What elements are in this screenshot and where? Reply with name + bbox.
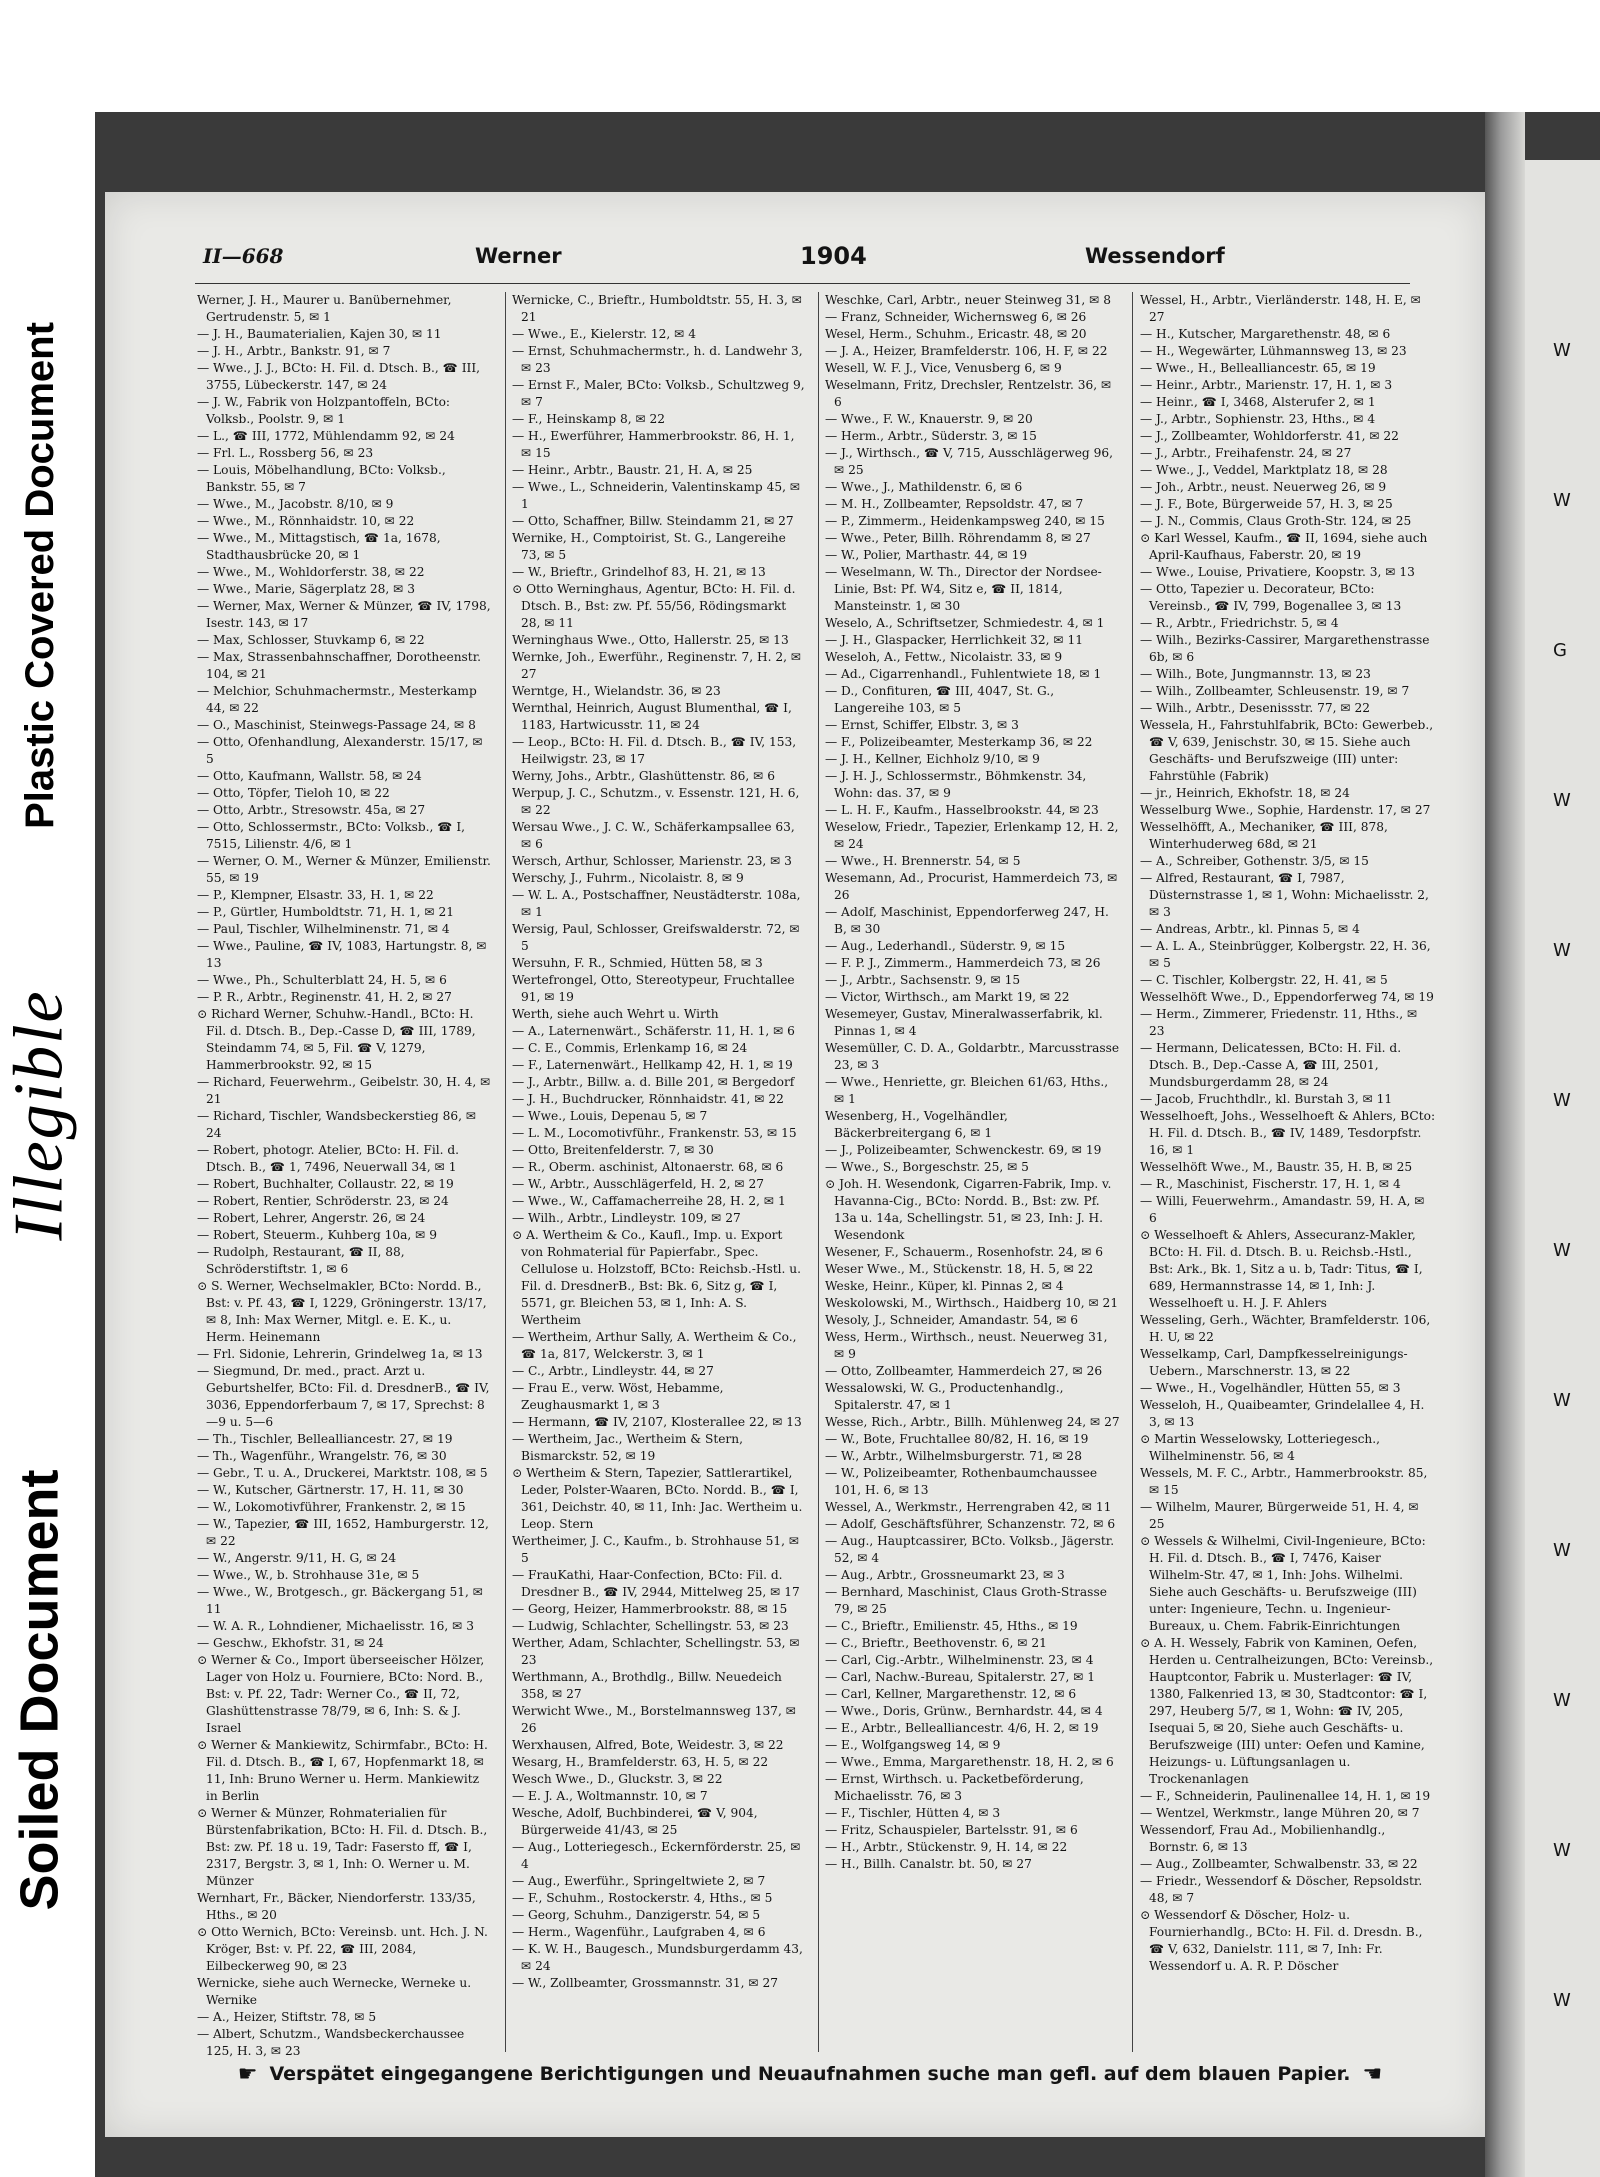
directory-entry: Wersau Wwe., J. C. W., Schäferkampsallee 63, ✉ 6	[512, 820, 795, 851]
directory-entry: — H., Arbtr., Stückenstr. 9, H. 14, ✉ 22	[825, 1840, 1068, 1854]
directory-entry: — J., Arbtr., Sophienstr. 23, Hths., ✉ 4	[1140, 412, 1376, 426]
directory-entry: ⊙ Otto Werninghaus, Agentur, BCto: H. Fil. d. Dtsch. B., Bst: zw. Pf. 55/56, Rödingsmarkt 28, ✉ 11	[512, 582, 796, 630]
illegible-label: Illegible	[1, 989, 78, 1241]
directory-entry: Wesse, Rich., Arbtr., Billh. Mühlenweg 24, ✉ 27	[825, 1415, 1120, 1429]
directory-entry: — J., Polizeibeamter, Schwenckestr. 69, ✉ 19	[825, 1143, 1102, 1157]
next-page-fragment: W	[1553, 340, 1571, 361]
directory-entry: — Richard, Feuerwehrm., Geibelstr. 30, H. 4, ✉ 21	[197, 1075, 491, 1106]
directory-entry: — Wwe., Henriette, gr. Bleichen 61/63, Hths., ✉ 1	[825, 1075, 1109, 1106]
directory-entry: — Otto, Tapezier u. Decorateur, BCto: Vereinsb., ☎ IV, 799, Bogenallee 3, ✉ 13	[1140, 582, 1402, 613]
directory-entry: Wersch, Arthur, Schlosser, Marienstr. 23, ✉ 3	[512, 854, 792, 868]
directory-entry: — D., Confituren, ☎ III, 4047, St. G., Langereihe 103, ✉ 5	[825, 684, 1055, 715]
directory-entry: Wesener, F., Schauerm., Rosenhofstr. 24, ✉ 6	[825, 1245, 1104, 1259]
directory-entry: ⊙ S. Werner, Wechselmakler, BCto: Nordd. B., Bst: v. Pf. 43, ☎ I, 1229, Gröningerstr. 13/17, ✉ 8, Inh: Max Werner, Mitgl. e. E. K., u. Herm. Heinemann	[197, 1279, 487, 1344]
directory-entry: Werwicht Wwe., M., Borstelmannsweg 137, ✉ 26	[512, 1704, 796, 1735]
directory-entry: — Gebr., T. u. A., Druckerei, Marktstr. 108, ✉ 5	[197, 1466, 488, 1480]
directory-entry: — P., Klempner, Elsastr. 33, H. 1, ✉ 22	[197, 888, 434, 902]
directory-entry: Werner, J. H., Maurer u. Banübernehmer, Gertrudenstr. 5, ✉ 1	[197, 293, 452, 324]
directory-entry: Wesarg, H., Bramfelderstr. 63, H. 5, ✉ 22	[512, 1755, 769, 1769]
directory-entry: — J., Arbtr., Billw. a. d. Bille 201, ✉ Bergedorf	[512, 1075, 795, 1089]
directory-entry: — C., Brieftr., Emilienstr. 45, Hths., ✉ 19	[825, 1619, 1078, 1633]
directory-column-3	[825, 292, 1121, 2062]
directory-entry: — W., Polizeibeamter, Rothenbaumchaussee 101, H. 6, ✉ 13	[825, 1466, 1098, 1497]
directory-entry: — Franz, Schneider, Wichernsweg 6, ✉ 26	[825, 310, 1087, 324]
directory-entry: Weskolowski, M., Wirthsch., Haidberg 10, ✉ 21	[825, 1296, 1119, 1310]
directory-column-2	[512, 292, 808, 2062]
directory-entry: — Otto, Schaffner, Billw. Steindamm 21, ✉ 27	[512, 514, 794, 528]
directory-entry: — Wwe., W., Caffamacherreihe 28, H. 2, ✉ 1	[512, 1194, 786, 1208]
directory-entry: Wersuhn, F. R., Schmied, Hütten 58, ✉ 3	[512, 956, 763, 970]
directory-entry: — Otto, Arbtr., Stresowstr. 45a, ✉ 27	[197, 803, 426, 817]
directory-entry: — J. H., Baumaterialien, Kajen 30, ✉ 11	[197, 327, 442, 341]
directory-entry: — Aug., Hauptcassirer, BCto. Volksb., Jägerstr. 52, ✉ 4	[825, 1534, 1115, 1565]
directory-entry: — A., Laternenwärt., Schäferstr. 11, H. 1, ✉ 6	[512, 1024, 795, 1038]
directory-entry: Wesselhöfft, A., Mechaniker, ☎ III, 878, Winterhuderweg 68d, ✉ 21	[1140, 820, 1388, 851]
directory-entry: — W., Lokomotivführer, Frankenstr. 2, ✉ 15	[197, 1500, 466, 1514]
next-page-fragment: W	[1553, 940, 1571, 961]
directory-entry: — Wwe., W., b. Strohhause 31e, ✉ 5	[197, 1568, 420, 1582]
directory-entry: — J. H., Kellner, Eichholz 9/10, ✉ 9	[825, 752, 1040, 766]
directory-entry: Wessel, A., Werkmstr., Herrengraben 42, ✉ 11	[825, 1500, 1112, 1514]
directory-entry: Weschke, Carl, Arbtr., neuer Steinweg 31, ✉ 8	[825, 293, 1111, 307]
directory-entry: — Weselmann, W. Th., Director der Nordsee-Linie, Bst: Pf. W4, Sitz e, ☎ II, 1814, Mansteinstr. 1, ✉ 30	[825, 565, 1102, 613]
directory-entry: ⊙ Otto Wernich, BCto: Vereinsb. unt. Hch. J. N. Kröger, Bst: v. Pf. 22, ☎ III, 2084, Eilbeckerweg 90, ✉ 23	[197, 1925, 488, 1973]
directory-entry: — Wwe., M., Wohldorferstr. 38, ✉ 22	[197, 565, 425, 579]
directory-entry: — Wertheim, Jac., Wertheim & Stern, Bismarckstr. 52, ✉ 19	[512, 1432, 743, 1463]
directory-entry: — FrauKathi, Haar-Confection, BCto: Fil. d. Dresdner B., ☎ IV, 2944, Mittelweg 25, ✉ 17	[512, 1568, 800, 1599]
directory-entry: ⊙ Werner & Münzer, Rohmaterialien für Bürstenfabrikation, BCto: H. Fil. d. Dtsch. B., Bst: zw. Pf. 18 u. 19, Tadr: Fasersto ff, ☎ I, 2317, Bergstr. 3, ✉ 1, Inh: O. Werner u. M. Münzer	[197, 1806, 488, 1888]
directory-entry: ⊙ Werner & Co., Import überseeischer Hölzer, Lager von Holz u. Fourniere, BCto: Nord. B., Bst: v. Pf. 22, Tadr: Werner Co., ☎ II, 72, Glashüttenstrasse 78/79, ✉ 6, Inh: S. & J. Israel	[197, 1653, 485, 1735]
next-page-fragment: W	[1553, 790, 1571, 811]
header-divider	[195, 283, 1410, 284]
next-page-fragment: W	[1553, 1990, 1571, 2011]
directory-entry: — Wilh., Bote, Jungmannstr. 13, ✉ 23	[1140, 667, 1371, 681]
next-page-edge	[1525, 160, 1600, 2177]
header-last-name: Wessendorf	[1085, 244, 1225, 268]
directory-entry: — Jacob, Fruchthdlr., kl. Burstah 3, ✉ 11	[1140, 1092, 1393, 1106]
directory-entry: — Wwe., Louise, Privatiere, Koopstr. 3, ✉ 13	[1140, 565, 1415, 579]
directory-entry: — Aug., Arbtr., Grossneumarkt 23, ✉ 3	[825, 1568, 1065, 1582]
directory-entry: — Robert, photogr. Atelier, BCto: H. Fil. d. Dtsch. B., ☎ 1, 7496, Neuerwall 34, ✉ 1	[197, 1143, 460, 1174]
directory-entry: — C. E., Commis, Erlenkamp 16, ✉ 24	[512, 1041, 748, 1055]
directory-entry: Wessendorf, Frau Ad., Mobilienhandlg., Bornstr. 6, ✉ 13	[1140, 1823, 1386, 1854]
directory-entry: — Wwe., L., Schneiderin, Valentinskamp 45, ✉ 1	[512, 480, 801, 511]
directory-entry: — A., Heizer, Stiftstr. 78, ✉ 5	[197, 2010, 377, 2024]
header-first-name: Werner	[475, 244, 562, 268]
directory-entry: Wernke, Joh., Ewerführ., Reginenstr. 7, H. 2, ✉ 27	[512, 650, 802, 681]
directory-entry: Wess, Herm., Wirthsch., neust. Neuerweg 31, ✉ 9	[825, 1330, 1108, 1361]
directory-entry: — Wwe., J., Veddel, Marktplatz 18, ✉ 28	[1140, 463, 1388, 477]
directory-entry: — Herm., Zimmerer, Friedenstr. 11, Hths., ✉ 23	[1140, 1007, 1418, 1038]
directory-entry: — F., Tischler, Hütten 4, ✉ 3	[825, 1806, 1001, 1820]
directory-entry: ⊙ Martin Wesselowsky, Lotteriegesch., Wilhelminenstr. 56, ✉ 4	[1140, 1432, 1381, 1463]
directory-entry: — C., Arbtr., Lindleystr. 44, ✉ 27	[512, 1364, 714, 1378]
directory-entry: Werthmann, A., Brothdlg., Billw. Neuedeich 358, ✉ 27	[512, 1670, 782, 1701]
header-year: 1904	[800, 242, 867, 270]
directory-entry: Wesselhöft Wwe., M., Baustr. 35, H. B, ✉ 25	[1140, 1160, 1413, 1174]
directory-entry: — W., Kutscher, Gärtnerstr. 17, H. 11, ✉ 30	[197, 1483, 464, 1497]
directory-entry: — Ernst F., Maler, BCto: Volksb., Schultzweg 9, ✉ 7	[512, 378, 805, 409]
directory-entry: Werny, Johs., Arbtr., Glashüttenstr. 86, ✉ 6	[512, 769, 776, 783]
directory-entry: — W., Angerstr. 9/11, H. G, ✉ 24	[197, 1551, 397, 1565]
directory-entry: Wesemüller, C. D. A., Goldarbtr., Marcusstrasse 23, ✉ 3	[825, 1041, 1120, 1072]
directory-entry: — Ernst, Wirthsch. u. Packetbeförderung, Michaelisstr. 76, ✉ 3	[825, 1772, 1084, 1803]
directory-entry: Weser Wwe., M., Stückenstr. 18, H. 5, ✉ 22	[825, 1262, 1094, 1276]
directory-entry: — J. N., Commis, Claus Groth-Str. 124, ✉ 25	[1140, 514, 1412, 528]
page-header	[195, 242, 1225, 276]
directory-entry: — Wwe., J. J., BCto: H. Fil. d. Dtsch. B., ☎ III, 3755, Lübeckerstr. 147, ✉ 24	[197, 361, 481, 392]
directory-entry: Wersig, Paul, Schlosser, Greifswalderstr. 72, ✉ 5	[512, 922, 800, 953]
directory-entry: Werxhausen, Alfred, Bote, Weidestr. 3, ✉ 22	[512, 1738, 784, 1752]
directory-entry: Wessalowski, W. G., Productenhandlg., Spitalerstr. 47, ✉ 1	[825, 1381, 1064, 1412]
directory-entry: — Wwe., Pauline, ☎ IV, 1083, Hartungstr. 8, ✉ 13	[197, 939, 487, 970]
directory-entry: — Otto, Töpfer, Tieloh 10, ✉ 22	[197, 786, 390, 800]
directory-entry: — Max, Schlosser, Stuvkamp 6, ✉ 22	[197, 633, 425, 647]
directory-entry: — Wilhelm, Maurer, Bürgerweide 51, H. 4, ✉ 25	[1140, 1500, 1419, 1531]
directory-entry: — W., Brieftr., Grindelhof 83, H. 21, ✉ 13	[512, 565, 766, 579]
directory-entry: — Wwe., Louis, Depenau 5, ✉ 7	[512, 1109, 708, 1123]
directory-entry: — Wwe., M., Jacobstr. 8/10, ✉ 9	[197, 497, 394, 511]
directory-entry: — Aug., Zollbeamter, Schwalbenstr. 33, ✉ 22	[1140, 1857, 1418, 1871]
directory-entry: — P., Zimmerm., Heidenkampsweg 240, ✉ 15	[825, 514, 1105, 528]
directory-entry: Wertefrongel, Otto, Stereotypeur, Fruchtallee 91, ✉ 19	[512, 973, 795, 1004]
directory-entry: — Werner, Max, Werner & Münzer, ☎ IV, 1798, Isestr. 143, ✉ 17	[197, 599, 491, 630]
pointing-hand-right-icon: ☚	[1362, 2061, 1383, 2087]
next-page-fragment: W	[1553, 1240, 1571, 1261]
directory-entry: — Andreas, Arbtr., kl. Pinnas 5, ✉ 4	[1140, 922, 1360, 936]
directory-entry: — Alfred, Restaurant, ☎ I, 7987, Düsternstrasse 1, ✉ 1, Wohn: Michaelisstr. 2, ✉ 3	[1140, 871, 1429, 919]
directory-entry: — Rudolph, Restaurant, ☎ II, 88, Schröderstiftstr. 1, ✉ 6	[197, 1245, 405, 1276]
directory-entry: — Wilh., Arbtr., Desenissstr. 77, ✉ 22	[1140, 701, 1371, 715]
directory-entry: Wessela, H., Fahrstuhlfabrik, BCto: Gewerbeb., ☎ V, 639, Jenischstr. 30, ✉ 15. Siehe auch Geschäfts- und Berufszweige (III) unter: Fahrstühle (Fabrik)	[1140, 718, 1434, 783]
directory-entry: — Hermann, ☎ IV, 2107, Klosterallee 22, ✉ 13	[512, 1415, 802, 1429]
directory-entry: — Heinr., Arbtr., Baustr. 21, H. A, ✉ 25	[512, 463, 753, 477]
directory-entry: — Werner, O. M., Werner & Münzer, Emilienstr. 55, ✉ 19	[197, 854, 491, 885]
directory-entry: — J. A., Heizer, Bramfelderstr. 106, H. F, ✉ 22	[825, 344, 1108, 358]
directory-entry: — W., Tapezier, ☎ III, 1652, Hamburgerstr. 12, ✉ 22	[197, 1517, 489, 1548]
directory-entry: — Aug., Lederhandl., Süderstr. 9, ✉ 15	[825, 939, 1066, 953]
directory-entry: Wesselhöft Wwe., D., Eppendorferweg 74, ✉ 19	[1140, 990, 1434, 1004]
directory-entry: — H., Billh. Canalstr. bt. 50, ✉ 27	[825, 1857, 1032, 1871]
directory-entry: Werschy, J., Fuhrm., Nicolaistr. 8, ✉ 9	[512, 871, 744, 885]
directory-entry: Weselo, A., Schriftsetzer, Schmiedestr. 4, ✉ 1	[825, 616, 1105, 630]
directory-entry: Wernike, H., Comptoirist, St. G., Langereihe 73, ✉ 5	[512, 531, 786, 562]
book-spine	[1485, 112, 1525, 2177]
directory-entry: Wernicke, C., Brieftr., Humboldtstr. 55, H. 3, ✉ 21	[512, 293, 802, 324]
next-page-fragment: W	[1553, 1390, 1571, 1411]
directory-entry: — Aug., Lotteriegesch., Eckernförderstr. 25, ✉ 4	[512, 1840, 801, 1871]
directory-entry: Wernthal, Heinrich, August Blumenthal, ☎ I, 1183, Hartwicusstr. 11, ✉ 24	[512, 701, 792, 732]
directory-entry: — Willi, Feuerwehrm., Amandastr. 59, H. A, ✉ 6	[1140, 1194, 1425, 1225]
directory-entry: — Siegmund, Dr. med., pract. Arzt u. Geburtshelfer, BCto: Fil. d. DresdnerB., ☎ IV, 3036, Eppendorferbaum 7, ✉ 17, Sprechst: 8—9 u. 5—6	[197, 1364, 490, 1429]
directory-entry: — Wwe., E., Kielerstr. 12, ✉ 4	[512, 327, 697, 341]
directory-entry: Wertheimer, J. C., Kaufm., b. Strohhause 51, ✉ 5	[512, 1534, 800, 1565]
directory-entry: — Ad., Cigarrenhandl., Fuhlentwiete 18, ✉ 1	[825, 667, 1102, 681]
directory-entry: — Wentzel, Werkmstr., lange Mühren 20, ✉ 7	[1140, 1806, 1420, 1820]
directory-entry: — Wwe., H., Bellealliancestr. 65, ✉ 19	[1140, 361, 1376, 375]
directory-entry: Wesselburg Wwe., Sophie, Hardenstr. 17, ✉ 27	[1140, 803, 1431, 817]
directory-entry: — Wwe., W., Brotgesch., gr. Bäckergang 51, ✉ 11	[197, 1585, 484, 1616]
directory-entry: — W., Polier, Marthastr. 44, ✉ 19	[825, 548, 1028, 562]
directory-entry: — R., Maschinist, Fischerstr. 17, H. 1, ✉ 4	[1140, 1177, 1401, 1191]
directory-entry: — Paul, Tischler, Wilhelminenstr. 71, ✉ 4	[197, 922, 450, 936]
directory-entry: — Robert, Rentier, Schröderstr. 23, ✉ 24	[197, 1194, 449, 1208]
directory-entry: Werntge, H., Wielandstr. 36, ✉ 23	[512, 684, 721, 698]
directory-entry: — Ernst, Schiffer, Elbstr. 3, ✉ 3	[825, 718, 1019, 732]
directory-entry: — Wwe., M., Rönnhaidstr. 10, ✉ 22	[197, 514, 415, 528]
directory-entry: — Carl, Kellner, Margarethenstr. 12, ✉ 6	[825, 1687, 1077, 1701]
directory-entry: — Frl. L., Rossberg 56, ✉ 23	[197, 446, 374, 460]
directory-entry: — Otto, Kaufmann, Wallstr. 58, ✉ 24	[197, 769, 422, 783]
directory-entry: Wessel, H., Arbtr., Vierländerstr. 148, H. E, ✉ 27	[1140, 293, 1421, 324]
directory-entry: Wesselhoeft, Johs., Wesselhoeft & Ahlers, BCto: H. Fil. d. Dtsch. B., ☎ IV, 1489, Tesdorpfstr. 16, ✉ 1	[1140, 1109, 1436, 1157]
directory-entry: — P., Gürtler, Humboldtstr. 71, H. 1, ✉ 21	[197, 905, 454, 919]
directory-entry: — Fritz, Schauspieler, Bartelsstr. 91, ✉ 6	[825, 1823, 1078, 1837]
directory-entry: — Wilh., Zollbeamter, Schleusenstr. 19, ✉ 7	[1140, 684, 1410, 698]
directory-entry: — Adolf, Geschäftsführer, Schanzenstr. 72, ✉ 6	[825, 1517, 1116, 1531]
directory-entry: Wernhart, Fr., Bäcker, Niendorferstr. 133/35, Hths., ✉ 20	[197, 1891, 476, 1922]
directory-entry: Werninghaus Wwe., Otto, Hallerstr. 25, ✉ 13	[512, 633, 789, 647]
directory-entry: — J. H., Glaspacker, Herrlichkeit 32, ✉ 11	[825, 633, 1083, 647]
directory-entry: Weseloh, A., Fettw., Nicolaistr. 33, ✉ 9	[825, 650, 1063, 664]
directory-entry: — Hermann, Delicatessen, BCto: H. Fil. d. Dtsch. B., Dep.-Casse A, ☎ III, 2501, Mundsburgerdamm 28, ✉ 24	[1140, 1041, 1402, 1089]
column-divider	[1132, 292, 1133, 2052]
directory-entry: — Ernst, Schuhmachermstr., h. d. Landwehr 3, ✉ 23	[512, 344, 803, 375]
directory-entry: — Leop., BCto: H. Fil. d. Dtsch. B., ☎ IV, 153, Heilwigstr. 23, ✉ 17	[512, 735, 797, 766]
directory-entry: Wernicke, siehe auch Wernecke, Werneke u. Wernike	[197, 1976, 472, 2007]
directory-entry: ⊙ Joh. H. Wesendonk, Cigarren-Fabrik, Imp. v. Havanna-Cig., BCto: Nordd. B., Bst: zw. Pf. 13a u. 14a, Schellingstr. 51, ✉ 23, Inh: J. H. Wesendonk	[825, 1177, 1112, 1242]
directory-entry: — Geschw., Ekhofstr. 31, ✉ 24	[197, 1636, 384, 1650]
directory-entry: — Herm., Arbtr., Süderstr. 3, ✉ 15	[825, 429, 1037, 443]
directory-entry: — J., Zollbeamter, Wohldorferstr. 41, ✉ 22	[1140, 429, 1399, 443]
directory-entry: — L. H. F., Kaufm., Hasselbrookstr. 44, ✉ 23	[825, 803, 1099, 817]
directory-entry: — J., Arbtr., Sachsenstr. 9, ✉ 15	[825, 973, 1021, 987]
column-divider	[505, 292, 506, 2052]
directory-entry: — C. Tischler, Kolbergstr. 22, H. 41, ✉ 5	[1140, 973, 1388, 987]
footer-text: Verspätet eingegangene Berichtigungen und Neuaufnahmen suche man gefl. auf dem blauen Papier.	[269, 2063, 1351, 2085]
directory-entry: — L., ☎ III, 1772, Mühlendamm 92, ✉ 24	[197, 429, 455, 443]
directory-entry: — Friedr., Wessendorf & Döscher, Repsoldstr. 48, ✉ 7	[1140, 1874, 1423, 1905]
plastic-covered-label: Plastic Covered Document	[17, 321, 62, 829]
directory-entry: — Wwe., H. Brennerstr. 54, ✉ 5	[825, 854, 1021, 868]
directory-entry: Wesemeyer, Gustav, Mineralwasserfabrik, kl. Pinnas 1, ✉ 4	[825, 1007, 1103, 1038]
directory-entry: — W., Bote, Fruchtallee 80/82, H. 16, ✉ 19	[825, 1432, 1089, 1446]
directory-entry: — Heinr., Arbtr., Marienstr. 17, H. 1, ✉ 3	[1140, 378, 1393, 392]
directory-entry: — E., Wolfgangsweg 14, ✉ 9	[825, 1738, 1001, 1752]
directory-entry: — W., Zollbeamter, Grossmannstr. 31, ✉ 27	[512, 1976, 779, 1990]
directory-entry: ⊙ A. H. Wessely, Fabrik von Kaminen, Oefen, Herden u. Centralheizungen, BCto: Vereinsb., Hauptcontor, Fabrik u. Musterlager: ☎ IV, 1380, Falkenried 13, ✉ 30, Stadtcontor: ☎ I, 297, Heuberg 5/7, ✉ 1, Wohn: ☎ IV, 205, Isequai 5, ✉ 20, Siehe auch Geschäfts- u. Berufszweige (III) unter: Oefen und Kamine, Heizungs- u. Lüftungsanlagen u. Trockenanlagen	[1140, 1636, 1434, 1786]
directory-entry: ⊙ A. Wertheim & Co., Kaufl., Imp. u. Export von Rohmaterial für Papierfabr., Spec. Cellulose u. Holzstoff, BCto: Reichsb.-Hstl. u. Fil. d. DresdnerB., Bst: Bk. 6, Sitz g, ☎ I, 5571, gr. Bleichen 53, ✉ 1, Inh: A. S. Wertheim	[512, 1228, 801, 1327]
directory-entry: — Otto, Breitenfelderstr. 7, ✉ 30	[512, 1143, 714, 1157]
directory-entry: ⊙ Wesselhoeft & Ahlers, Assecuranz-Makler, BCto: H. Fil. d. Dtsch. B. u. Reichsb.-Hstl., Bst: Ark., Bk. 1, Sitz a u. b, Tadr: Titus, ☎ I, 689, Hermannstrasse 14, ✉ 1, Inh: J. Wesselhoeft u. H. J. F. Ahlers	[1140, 1228, 1423, 1310]
directory-entry: — Wwe., Emma, Margarethenstr. 18, H. 2, ✉ 6	[825, 1755, 1114, 1769]
directory-entry: — A. L. A., Steinbrügger, Kolbergstr. 22, H. 36, ✉ 5	[1140, 939, 1431, 970]
directory-entry: — Wwe., S., Borgeschstr. 25, ✉ 5	[825, 1160, 1029, 1174]
pointing-hand-left-icon: ☛	[237, 2061, 258, 2087]
page-number: II—668	[203, 244, 284, 268]
directory-entry: — H., Wegewärter, Lühmannsweg 13, ✉ 23	[1140, 344, 1407, 358]
directory-entry: — Wwe., M., Mittagstisch, ☎ 1a, 1678, Stadthausbrücke 20, ✉ 1	[197, 531, 441, 562]
next-page-fragment: W	[1553, 490, 1571, 511]
directory-entry: Wesche, Adolf, Buchbinderei, ☎ V, 904, Bürgerweide 41/43, ✉ 25	[512, 1806, 758, 1837]
directory-entry: — jr., Heinrich, Ekhofstr. 18, ✉ 24	[1140, 786, 1350, 800]
directory-entry: — Wwe., Marie, Sägerplatz 28, ✉ 3	[197, 582, 415, 596]
next-page-fragment: W	[1553, 1540, 1571, 1561]
next-page-fragment: W	[1553, 1090, 1571, 1111]
directory-entry: — Robert, Steuerm., Kuhberg 10a, ✉ 9	[197, 1228, 438, 1242]
directory-entry: Werth, siehe auch Wehrt u. Wirth	[512, 1007, 719, 1021]
directory-column-1	[197, 292, 493, 2062]
directory-entry: — J. H., Arbtr., Bankstr. 91, ✉ 7	[197, 344, 391, 358]
directory-entry: — O., Maschinist, Steinwegs-Passage 24, ✉ 8	[197, 718, 476, 732]
directory-entry: — K. W. H., Baugesch., Mundsburgerdamm 43, ✉ 24	[512, 1942, 803, 1973]
directory-entry: — Robert, Lehrer, Angerstr. 26, ✉ 24	[197, 1211, 426, 1225]
directory-entry: — J., Arbtr., Freihafenstr. 24, ✉ 27	[1140, 446, 1352, 460]
directory-entry: Wesselkamp, Carl, Dampfkesselreinigungs-Uebern., Marschnerstr. 13, ✉ 22	[1140, 1347, 1408, 1378]
directory-entry: — Ludwig, Schlachter, Schellingstr. 53, ✉ 23	[512, 1619, 789, 1633]
directory-entry: ⊙ Wessendorf & Döscher, Holz- u. Fournierhandlg., BCto: H. Fil. d. Dresdn. B., ☎ V, 632, Danielstr. 111, ✉ 7, Inh: Fr. Wessendorf u. A. R. P. Döscher	[1140, 1908, 1423, 1973]
directory-entry: — A., Schreiber, Gothenstr. 3/5, ✉ 15	[1140, 854, 1369, 868]
directory-entry: — C., Brieftr., Beethovenstr. 6, ✉ 21	[825, 1636, 1047, 1650]
directory-entry: Wesseling, Gerh., Wächter, Bramfelderstr. 106, H. U, ✉ 22	[1140, 1313, 1431, 1344]
directory-entry: Wesell, W. F. J., Vice, Venusberg 6, ✉ 9	[825, 361, 1062, 375]
directory-entry: — Wwe., J., Mathildenstr. 6, ✉ 6	[825, 480, 1023, 494]
directory-entry: — Wilh., Bezirks-Cassirer, Margarethenstrasse 6b, ✉ 6	[1140, 633, 1430, 664]
directory-entry: — Victor, Wirthsch., am Markt 19, ✉ 22	[825, 990, 1070, 1004]
directory-entry: — Otto, Schlossermstr., BCto: Volksb., ☎ I, 7515, Lilienstr. 4/6, ✉ 1	[197, 820, 466, 851]
directory-entry: — Frau E., verw. Wöst, Hebamme, Zeughausmarkt 1, ✉ 3	[512, 1381, 724, 1412]
directory-entry: — Georg, Heizer, Hammerbrookstr. 88, ✉ 15	[512, 1602, 788, 1616]
directory-entry: — Wwe., F. W., Knauerstr. 9, ✉ 20	[825, 412, 1033, 426]
directory-entry: — Aug., Ewerführ., Springeltwiete 2, ✉ 7	[512, 1874, 766, 1888]
next-page-fragment: W	[1553, 1840, 1571, 1861]
directory-entry: Wesel, Herm., Schuhm., Ericastr. 48, ✉ 20	[825, 327, 1087, 341]
soiled-document-label: Soiled Document	[10, 1469, 71, 1911]
directory-entry: — Th., Tischler, Bellealliancestr. 27, ✉ 19	[197, 1432, 453, 1446]
directory-entry: — Georg, Schuhm., Danzigerstr. 54, ✉ 5	[512, 1908, 761, 1922]
directory-entry: — F., Laternenwärt., Hellkamp 42, H. 1, ✉ 19	[512, 1058, 793, 1072]
directory-entry: — Frl. Sidonie, Lehrerin, Grindelweg 1a, ✉ 13	[197, 1347, 483, 1361]
directory-entry: ⊙ Wertheim & Stern, Tapezier, Sattlerartikel, Leder, Polster-Waaren, BCto. Nordd. B., ☎ I, 361, Deichstr. 40, ✉ 11, Inh: Jac. Wertheim u. Leop. Stern	[512, 1466, 803, 1531]
directory-entry: Weselow, Friedr., Tapezier, Erlenkamp 12, H. 2, ✉ 24	[825, 820, 1119, 851]
directory-entry: — R., Arbtr., Friedrichstr. 5, ✉ 4	[1140, 616, 1339, 630]
directory-entry: Wesoly, J., Schneider, Amandastr. 54, ✉ 6	[825, 1313, 1079, 1327]
directory-entry: — H., Ewerführer, Hammerbrookstr. 86, H. 1, ✉ 15	[512, 429, 795, 460]
directory-entry: — Th., Wagenführ., Wrangelstr. 76, ✉ 30	[197, 1449, 447, 1463]
directory-entry: — F., Schneiderin, Paulinenallee 14, H. 1, ✉ 19	[1140, 1789, 1431, 1803]
directory-entry: — Louis, Möbelhandlung, BCto: Volksb., Bankstr. 55, ✉ 7	[197, 463, 446, 494]
directory-entry: — F., Polizeibeamter, Mesterkamp 36, ✉ 22	[825, 735, 1093, 749]
directory-entry: — Carl, Nachw.-Bureau, Spitalerstr. 27, ✉ 1	[825, 1670, 1096, 1684]
directory-entry: — Albert, Schutzm., Wandsbeckerchaussee 125, H. 3, ✉ 23	[197, 2027, 465, 2058]
directory-entry: — Carl, Cig.-Arbtr., Wilhelminenstr. 23, ✉ 4	[825, 1653, 1094, 1667]
directory-entry: — Wilh., Arbtr., Lindleystr. 109, ✉ 27	[512, 1211, 741, 1225]
directory-entry: — R., Oberm. aschinist, Altonaerstr. 68, ✉ 6	[512, 1160, 784, 1174]
directory-entry: — J. H., Buchdrucker, Rönnhaidstr. 41, ✉ 22	[512, 1092, 784, 1106]
directory-entry: Wesseloh, H., Quaibeamter, Grindelallee 4, H. 3, ✉ 13	[1140, 1398, 1425, 1429]
directory-entry: — F. P. J., Zimmerm., Hammerdeich 73, ✉ 26	[825, 956, 1101, 970]
directory-entry: Wessels, M. F. C., Arbtr., Hammerbrookstr. 85, ✉ 15	[1140, 1466, 1428, 1497]
directory-entry: Wesch Wwe., D., Gluckstr. 3, ✉ 22	[512, 1772, 723, 1786]
directory-entry: ⊙ Wessels & Wilhelmi, Civil-Ingenieure, BCto: H. Fil. d. Dtsch. B., ☎ I, 7476, Kaiser Wilhelm-Str. 47, ✉ 1, Inh: Johs. Wilhelmi. Siehe auch Geschäfts- u. Berufszweige (III) unter: Ingenieure, Techn. u. Ingenieur-Bureaux, u. Chem. Fabrik-Einrichtungen	[1140, 1534, 1426, 1633]
directory-entry: — E. J. A., Woltmannstr. 10, ✉ 7	[512, 1789, 708, 1803]
directory-entry: — E., Arbtr., Bellealliancestr. 4/6, H. 2, ✉ 19	[825, 1721, 1099, 1735]
directory-entry: — Wwe., Peter, Billh. Röhrendamm 8, ✉ 27	[825, 531, 1091, 545]
directory-entry: ⊙ Karl Wessel, Kaufm., ☎ II, 1694, siehe auch April-Kaufhaus, Faberstr. 20, ✉ 19	[1140, 531, 1428, 562]
directory-entry: — Herm., Wagenführ., Laufgraben 4, ✉ 6	[512, 1925, 766, 1939]
directory-entry: — Joh., Arbtr., neust. Neuerweg 26, ✉ 9	[1140, 480, 1387, 494]
directory-entry: — L. M., Locomotivführ., Frankenstr. 53, ✉ 15	[512, 1126, 797, 1140]
directory-entry: — Wwe., Doris, Grünw., Bernhardstr. 44, ✉ 4	[825, 1704, 1103, 1718]
next-page-fragment: G	[1553, 640, 1567, 661]
directory-entry: — Wwe., H., Vogelhändler, Hütten 55, ✉ 3	[1140, 1381, 1401, 1395]
directory-entry: — Otto, Ofenhandlung, Alexanderstr. 15/17, ✉ 5	[197, 735, 483, 766]
directory-entry: — F., Heinskamp 8, ✉ 22	[512, 412, 666, 426]
directory-entry: — Wwe., Ph., Schulterblatt 24, H. 5, ✉ 6	[197, 973, 447, 987]
directory-entry: Werpup, J. C., Schutzm., v. Essenstr. 121, H. 6, ✉ 22	[512, 786, 800, 817]
directory-entry: — Max, Strassenbahnschaffner, Dorotheenstr. 104, ✉ 21	[197, 650, 482, 681]
directory-entry: Werther, Adam, Schlachter, Schellingstr. 53, ✉ 23	[512, 1636, 800, 1667]
directory-entry: — M. H., Zollbeamter, Repsoldstr. 47, ✉ 7	[825, 497, 1084, 511]
directory-entry: — H., Kutscher, Margarethenstr. 48, ✉ 6	[1140, 327, 1391, 341]
directory-entry: — Wertheim, Arthur Sally, A. Wertheim & Co., ☎ 1a, 817, Welckerstr. 3, ✉ 1	[512, 1330, 797, 1361]
directory-entry: Wesemann, Ad., Procurist, Hammerdeich 73, ✉ 26	[825, 871, 1118, 902]
directory-entry: — W., Arbtr., Wilhelmsburgerstr. 71, ✉ 28	[825, 1449, 1082, 1463]
directory-entry: ⊙ Richard Werner, Schuhw.-Handl., BCto: H. Fil. d. Dtsch. B., Dep.-Casse D, ☎ III, 1789, Steindamm 74, ✉ 5, Fil. ☎ V, 1279, Hammerbrookstr. 92, ✉ 15	[197, 1007, 476, 1072]
directory-entry: — J. H. J., Schlossermstr., Böhmkenstr. 34, Wohn: das. 37, ✉ 9	[825, 769, 1087, 800]
directory-entry: — F., Schuhm., Rostockerstr. 4, Hths., ✉ 5	[512, 1891, 773, 1905]
directory-entry: — J. F., Bote, Bürgerweide 57, H. 3, ✉ 25	[1140, 497, 1393, 511]
column-divider	[818, 292, 819, 2052]
directory-entry: — Otto, Zollbeamter, Hammerdeich 27, ✉ 26	[825, 1364, 1103, 1378]
directory-entry: — P. R., Arbtr., Reginenstr. 41, H. 2, ✉ 27	[197, 990, 452, 1004]
next-page-fragment: W	[1553, 1690, 1571, 1711]
footer-notice	[195, 2060, 1425, 2088]
directory-entry: — Adolf, Maschinist, Eppendorferweg 247, H. B, ✉ 30	[825, 905, 1109, 936]
directory-entry: — Robert, Buchhalter, Collaustr. 22, ✉ 19	[197, 1177, 454, 1191]
directory-entry: Weselmann, Fritz, Drechsler, Rentzelstr. 36, ✉ 6	[825, 378, 1112, 409]
directory-entry: — Heinr., ☎ I, 3468, Alsterufer 2, ✉ 1	[1140, 395, 1376, 409]
directory-entry: Wesenberg, H., Vogelhändler, Bäckerbreitergang 6, ✉ 1	[825, 1109, 1008, 1140]
directory-entry: — W. L. A., Postschaffner, Neustädterstr. 108a, ✉ 1	[512, 888, 801, 919]
directory-entry: — W. A. R., Lohndiener, Michaelisstr. 16, ✉ 3	[197, 1619, 474, 1633]
directory-entry: — Richard, Tischler, Wandsbeckerstieg 86, ✉ 24	[197, 1109, 477, 1140]
directory-entry: — J. W., Fabrik von Holzpantoffeln, BCto: Volksb., Poolstr. 9, ✉ 1	[197, 395, 451, 426]
directory-entry: ⊙ Werner & Mankiewitz, Schirmfabr., BCto: H. Fil. d. Dtsch. B., ☎ I, 67, Hopfenmarkt 18, ✉ 11, Inh: Bruno Werner u. Herm. Mankiewitz in Berlin	[197, 1738, 488, 1803]
directory-entry: — W., Arbtr., Ausschlägerfeld, H. 2, ✉ 27	[512, 1177, 764, 1191]
directory-column-4	[1140, 292, 1436, 2062]
directory-entry: Weske, Heinr., Küper, kl. Pinnas 2, ✉ 4	[825, 1279, 1064, 1293]
directory-entry: — Bernhard, Maschinist, Claus Groth-Strasse 79, ✉ 25	[825, 1585, 1107, 1616]
directory-entry: — Melchior, Schuhmachermstr., Mesterkamp 44, ✉ 22	[197, 684, 477, 715]
directory-entry: — J., Wirthsch., ☎ V, 715, Ausschlägerweg 96, ✉ 25	[825, 446, 1113, 477]
